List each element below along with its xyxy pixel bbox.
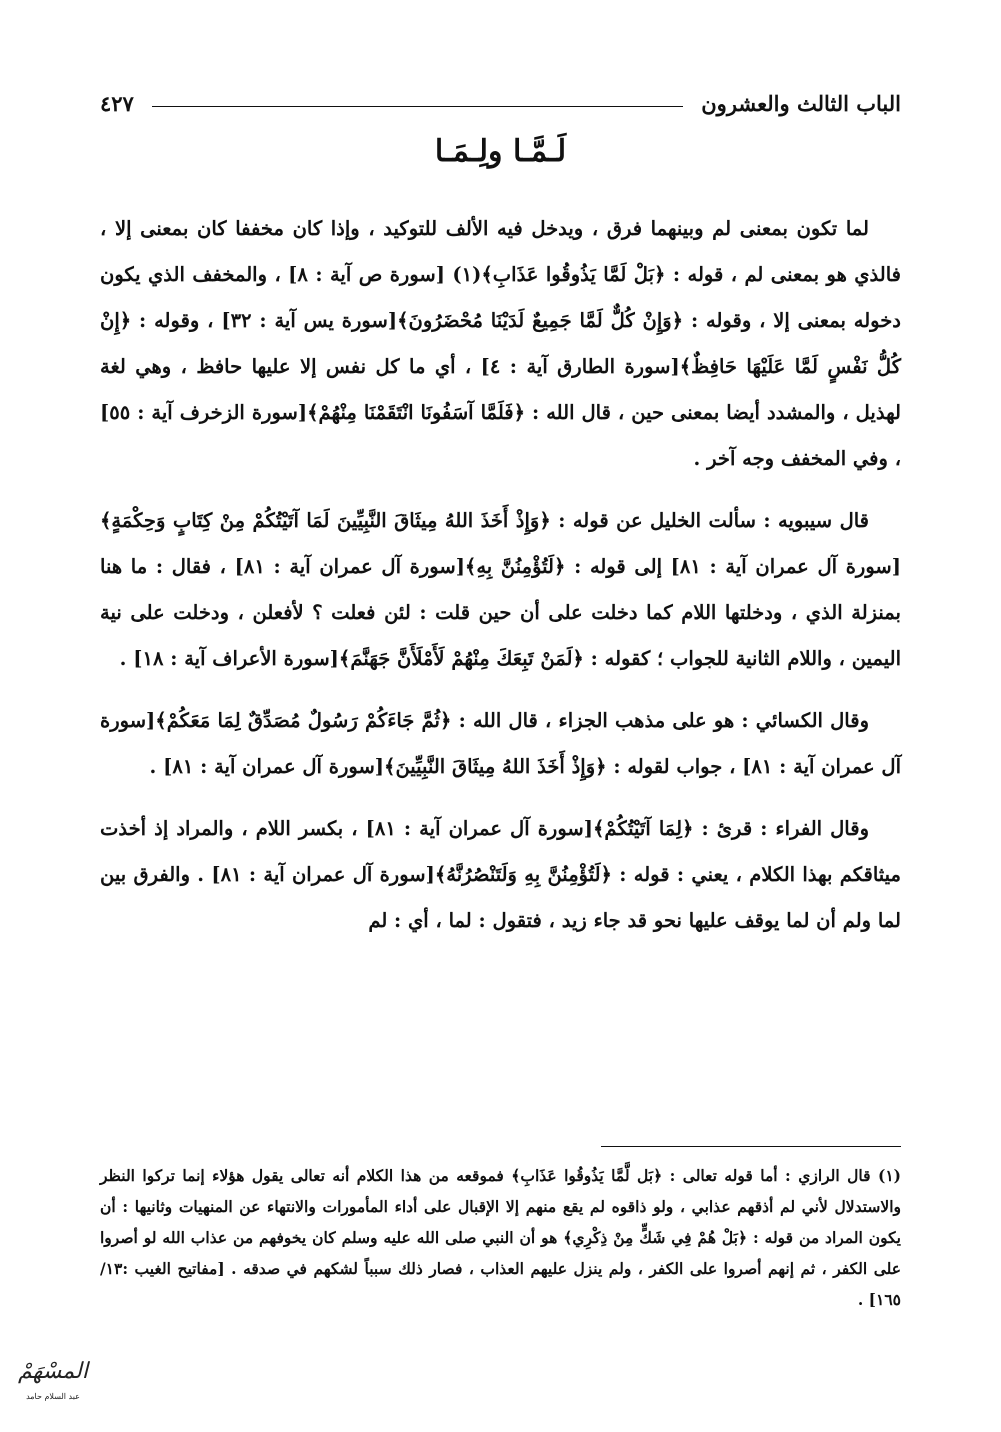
body-text bbox=[100, 206, 901, 960]
footnote-rule bbox=[601, 1146, 901, 1147]
chapter-title: الباب الثالث والعشرون bbox=[701, 90, 901, 116]
page-number: ٤٢٧ bbox=[100, 90, 134, 116]
watermark-signature bbox=[8, 1352, 98, 1418]
paragraph: لما تكون بمعنى لم وبينهما فرق ، ويدخل فيه الألف للتوكيد ، وإذا كان مخففا كان بمعنى إلا ، فالذي هو بمعنى لم ، قوله : ﴿بَلْ لَمَّا يَذُوقُوا عَذَابِ﴾(١) [سورة ص آية : ٨] ، والمخفف الذي يكون دخوله بمعنى إلا ، وقوله : ﴿وَإِنْ كُلٌّ لَمَّا جَمِيعٌ لَدَيْنَا مُحْضَرُونَ﴾[سورة يس آية : ٣٢] ، وقوله : ﴿إِنْ كُلُّ نَفْسٍ لَمَّا عَلَيْهَا حَافِظٌ﴾[سورة الطارق آية : ٤] ، أي ما كل نفس إلا عليها حافظ ، وهي لغة لهذيل ، والمشدد أيضا بمعنى حين ، قال الله : ﴿فَلَمَّا آسَفُونَا انْتَقَمْنَا مِنْهُمْ﴾[سورة الزخرف آية : ٥٥] ، وفي المخفف وجه آخر . bbox=[100, 217, 901, 470]
watermark-sub: عبد السلام حامد bbox=[26, 1392, 80, 1401]
section-title: لَـمَّـا ولِـمَـا bbox=[434, 134, 567, 169]
paragraph: قال سيبويه : سألت الخليل عن قوله : ﴿وَإِذْ أَخَذَ اللهُ مِيثَاقَ النَّبِيِّينَ لَمَا آتَيْتُكُمْ مِنْ كِتَابٍ وَحِكْمَةٍ﴾[سورة آل عمران آية : ٨١] إلى قوله : ﴿لَتُؤْمِنُنَّ بِهِ﴾[سورة آل عمران آية : ٨١] ، فقال : ما هنا بمنزلة الذي ، ودخلتها اللام كما دخلت على أن حين قلت : لئن فعلت ؟ لأفعلن ، ودخلت على نية اليمين ، واللام الثانية للجواب ؛ كقوله : ﴿لَمَنْ تَبِعَكَ مِنْهُمْ لَأَمْلَأَنَّ جَهَنَّمَ﴾[سورة الأعراف آية : ١٨] . bbox=[100, 509, 901, 670]
paragraph: وقال الكسائي : هو على مذهب الجزاء ، قال الله : ﴿ثُمَّ جَاءَكُمْ رَسُولٌ مُصَدِّقٌ لِمَا مَعَكُمْ﴾[سورة آل عمران آية : ٨١] ، جواب لقوله : ﴿وَإِذْ أَخَذَ اللهُ مِيثَاقَ النَّبِيِّينَ﴾[سورة آل عمران آية : ٨١] . bbox=[100, 709, 901, 778]
watermark-main: المسْهَمْ bbox=[18, 1359, 88, 1384]
paragraph: وقال الفراء : قرئ : ﴿لِمَا آتَيْتُكُمْ﴾[سورة آل عمران آية : ٨١] ، بكسر اللام ، والمراد إذ أخذت ميثاقكم بهذا الكلام ، يعني : قوله : ﴿لَتُؤْمِنُنَّ بِهِ وَلَتَنْصُرُنَّهُ﴾[سورة آل عمران آية : ٨١] . والفرق بين لما ولم أن لما يوقف عليها نحو قد جاء زيد ، فتقول : لما ، أي : لم bbox=[100, 817, 901, 932]
header-rule bbox=[152, 106, 683, 107]
footnote: (١) قال الرازي : أما قوله تعالى : ﴿بَل لَّمَّا يَذُوقُوا عَذَابِ﴾ فموقعه من هذا الكلام أنه تعالى يقول هؤلاء إنما تركوا النظر والاستدلال لأني لم أذقهم عذابي ، ولو ذاقوه لم يقع منهم إلا الإقبال على أداء المأمورات والانتهاء عن المنهيات وثانيها : أن يكون المراد من قوله : ﴿بَلْ هُمْ فِي شَكٍّ مِنْ ذِكْرِي﴾ هو أن النبي صلى الله عليه وسلم كان يخوفهم من عذاب الله لو أصروا على الكفر ، ثم إنهم أصروا على الكفر ، ولم ينزل عليهم العذاب ، فصار ذلك سبباً لشكهم في صدقه . [مفاتيح الغيب :١٣/ ١٦٥] . bbox=[100, 1166, 901, 1309]
footnotes bbox=[100, 1160, 901, 1315]
running-header bbox=[100, 86, 901, 120]
